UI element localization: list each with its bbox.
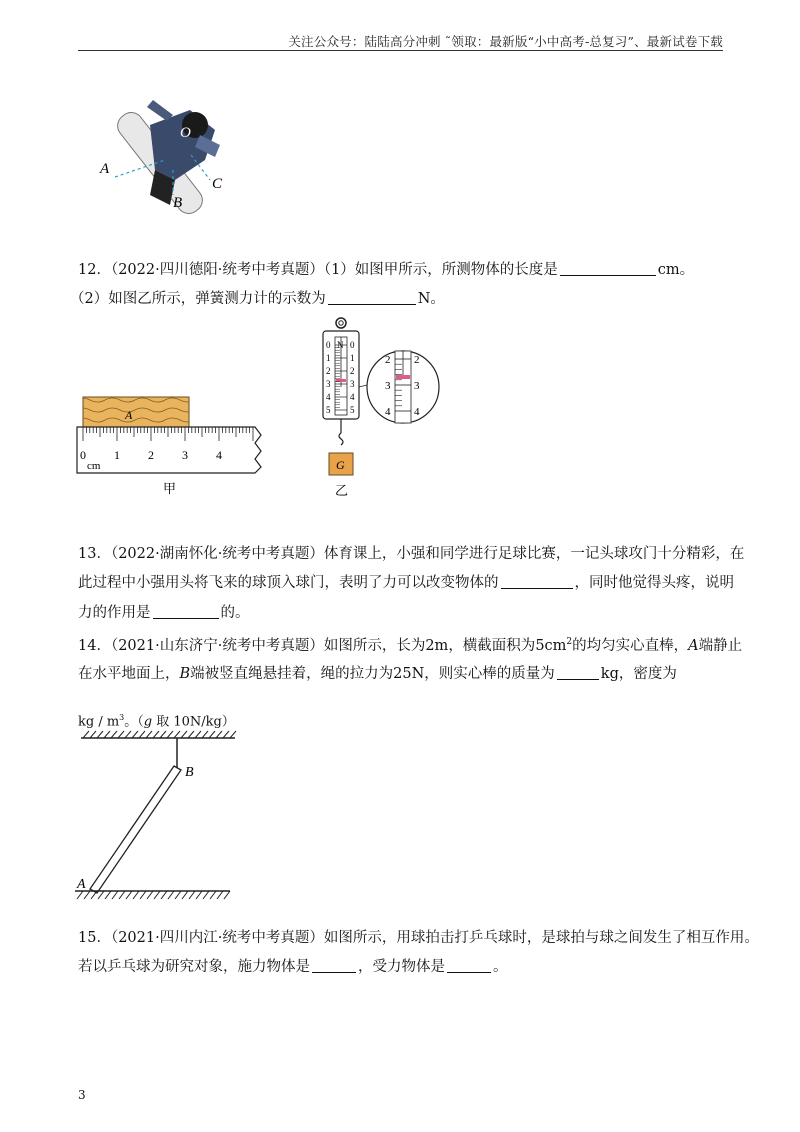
hatch-line <box>203 891 209 899</box>
ruler-tick-label: 3 <box>182 448 188 462</box>
q14-line1: 14．（2021·山东济宁·统考中考真题）如图所示，长为2m，横截面积为$5cm^2$的均匀实心直棒，A端静止 <box>78 637 743 654</box>
snowboard-label-a: A <box>100 161 110 177</box>
hatch-line <box>126 891 132 899</box>
hatch-line <box>90 731 96 738</box>
snowboarder-figure <box>95 85 245 225</box>
hatch-line <box>77 891 83 899</box>
zoom-tick-label-right: 4 <box>414 406 420 418</box>
snowboard-label-o: O <box>180 125 191 141</box>
scale-tick-label-right: 5 <box>350 405 355 415</box>
hatch-line <box>154 891 160 899</box>
snowboard-label-b: B <box>173 195 183 211</box>
scale-tick-label-left: 1 <box>326 353 331 363</box>
scale-tick-label-right: 3 <box>350 379 355 389</box>
weight-label: G <box>336 458 345 472</box>
hatch-line <box>216 731 222 738</box>
q14-line2: 在水平地面上，B端被竖直绳悬挂着，绳的拉力为25N，则实心棒的质量为 kg，密度为 <box>78 666 677 682</box>
hatch-line <box>147 891 153 899</box>
page-header <box>78 24 723 51</box>
hatch-line <box>139 731 145 738</box>
hatch-line <box>125 731 131 738</box>
ruler-tick-label: 2 <box>148 448 154 462</box>
hatch-line <box>112 891 118 899</box>
page-number: 3 <box>78 1088 86 1102</box>
q15-line1: 15．（2021·四川内江·统考中考真题）如图所示，用球拍击打乒乓球时，是球拍与球之间发生了相互作用。 <box>78 930 759 946</box>
hatch-line <box>153 731 159 738</box>
rod <box>90 766 181 893</box>
zoom-tick-label-right: 2 <box>414 354 420 366</box>
hatch-line <box>182 891 188 899</box>
hatch-line <box>98 891 104 899</box>
hatch-line <box>104 731 110 738</box>
scale-tick-label-right: 1 <box>350 353 355 363</box>
scale-tick-label-right: 2 <box>350 366 355 376</box>
hatch-line <box>230 731 236 738</box>
zoom-tick-label-right: 3 <box>414 380 420 392</box>
floor-hatch <box>77 891 230 899</box>
scale-tick-label-left: 2 <box>326 366 331 376</box>
ruler-block-label: A <box>125 408 133 422</box>
hatch-line <box>224 891 230 899</box>
hatch-line <box>83 731 89 738</box>
ruler-tick-label: 4 <box>216 448 222 462</box>
caption-yi: 乙 <box>335 483 349 498</box>
hatch-line <box>167 731 173 738</box>
hatch-line <box>119 891 125 899</box>
q13-line3: 力的作用是 的。 <box>78 605 250 621</box>
q14-line3: kg / $m^3$。（g 取 10N/kg） <box>78 713 235 730</box>
scale-tick-label-left: 5 <box>326 405 331 415</box>
hatch-line <box>195 731 201 738</box>
q13-line2: 此过程中小强用头将飞来的球顶入球门，表明了力可以改变物体的 ，同时他觉得头疼，说明 <box>78 575 734 591</box>
q15-blank-receiver[interactable] <box>447 958 491 973</box>
rod-figure <box>75 728 245 910</box>
hatch-line <box>217 891 223 899</box>
hatch-line <box>174 731 180 738</box>
zoom-tick-label-left: 2 <box>385 354 391 366</box>
hatch-line <box>105 891 111 899</box>
q15-line2: 若以乒乓球为研究对象，施力物体是 ，受力物体是 。 <box>78 959 508 975</box>
q14-blank-mass[interactable] <box>557 665 599 680</box>
hatch-line <box>210 891 216 899</box>
scale-tick-label-left: 0 <box>326 340 331 350</box>
hatch-line <box>223 731 229 738</box>
hatch-line <box>181 731 187 738</box>
spring-scale-figure <box>315 315 445 500</box>
hatch-line <box>196 891 202 899</box>
hatch-line <box>140 891 146 899</box>
hatch-line <box>132 731 138 738</box>
q12-line2: （2）如图乙所示，弹簧测力计的示数为 N。 <box>70 291 445 307</box>
zoom-tick-label-left: 4 <box>385 406 391 418</box>
hatch-line <box>175 891 181 899</box>
hatch-line <box>188 731 194 738</box>
hatch-line <box>118 731 124 738</box>
ruler-figure <box>75 395 265 495</box>
rod-label-b: B <box>185 765 194 780</box>
hatch-line <box>161 891 167 899</box>
hatch-line <box>160 731 166 738</box>
scale-tick-label-left: 4 <box>326 392 331 402</box>
hatch-line <box>146 731 152 738</box>
scale-top-letter: N <box>337 340 344 350</box>
q15-blank-applier[interactable] <box>312 958 356 973</box>
hatch-line <box>91 891 97 899</box>
hatch-line <box>111 731 117 738</box>
ruler-tick-label: 0 <box>80 448 86 462</box>
scale-tick-label-left: 3 <box>326 379 331 389</box>
scale-tick-label-right: 0 <box>350 340 355 350</box>
hatch-line <box>189 891 195 899</box>
caption-jia: 甲 <box>163 481 177 495</box>
hatch-line <box>202 731 208 738</box>
hatch-line <box>97 731 103 738</box>
hatch-line <box>168 891 174 899</box>
ceiling-hatch <box>83 731 236 738</box>
q12-blank-length[interactable] <box>560 261 656 276</box>
ruler-tick-label: 1 <box>114 448 120 462</box>
rod-label-a: A <box>77 877 86 892</box>
snowboard-label-c: C <box>212 176 223 192</box>
q13-blank-2[interactable] <box>153 604 219 619</box>
scale-tick-label-right: 4 <box>350 392 355 402</box>
hatch-line <box>133 891 139 899</box>
q13-blank-1[interactable] <box>501 574 573 589</box>
hatch-line <box>209 731 215 738</box>
ruler-unit: cm <box>87 460 101 472</box>
q12-line1: 12．（2022·四川德阳·统考中考真题）（1）如图甲所示，所测物体的长度是 cm。 <box>78 262 695 278</box>
q12-blank-force[interactable] <box>328 290 416 305</box>
hatch-line <box>84 891 90 899</box>
q13-line1: 13．（2022·湖南怀化·统考中考真题）体育课上，小强和同学进行足球比赛，一记头球攻门十分精彩，在 <box>78 546 745 562</box>
zoom-tick-label-left: 3 <box>385 380 391 392</box>
header-text: 关注公众号：陆陆高分冲刺 ˜领取：最新版“小中高考-总复习”、最新试卷下载 <box>288 34 723 49</box>
